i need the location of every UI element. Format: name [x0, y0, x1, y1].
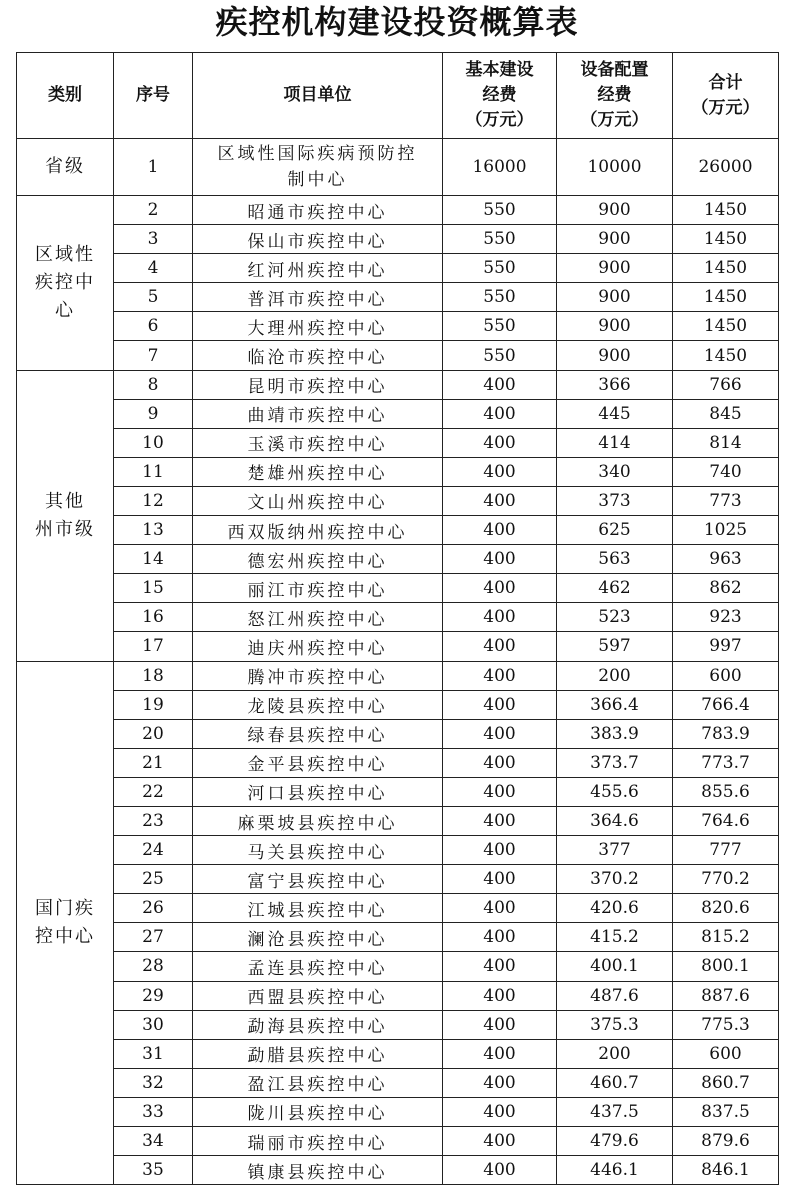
unit-cell: 西双版纳州疾控中心 [193, 516, 443, 545]
unit-cell: 澜沧县疾控中心 [193, 923, 443, 952]
construction-cell: 400 [443, 1068, 557, 1097]
unit-cell: 临沧市疾控中心 [193, 341, 443, 370]
total-cell: 879.6 [673, 1127, 779, 1156]
equipment-cell: 373.7 [557, 748, 673, 777]
construction-cell: 550 [443, 254, 557, 283]
table-row [17, 603, 779, 632]
equipment-cell: 364.6 [557, 806, 673, 835]
total-cell: 783.9 [673, 719, 779, 748]
table-row [17, 1127, 779, 1156]
table-row [17, 341, 779, 370]
unit-cell: 陇川县疾控中心 [193, 1097, 443, 1126]
total-cell: 766.4 [673, 690, 779, 719]
seq-cell: 32 [114, 1068, 193, 1097]
seq-cell: 13 [114, 516, 193, 545]
seq-cell: 26 [114, 894, 193, 923]
equipment-cell: 563 [557, 545, 673, 574]
equipment-cell: 340 [557, 457, 673, 486]
construction-cell: 400 [443, 1097, 557, 1126]
seq-cell: 3 [114, 225, 193, 254]
total-cell: 860.7 [673, 1068, 779, 1097]
total-cell: 887.6 [673, 981, 779, 1010]
seq-cell: 27 [114, 923, 193, 952]
table-row [17, 1156, 779, 1185]
unit-cell: 绿春县疾控中心 [193, 719, 443, 748]
construction-cell: 400 [443, 486, 557, 515]
table-body [17, 139, 779, 1185]
category-cell [17, 661, 114, 1185]
unit-cell: 区域性国际疾病预防控制中心 [193, 139, 443, 196]
table-row [17, 777, 779, 806]
total-cell: 814 [673, 428, 779, 457]
equipment-cell: 523 [557, 603, 673, 632]
total-cell: 1450 [673, 312, 779, 341]
total-cell: 963 [673, 545, 779, 574]
seq-cell: 23 [114, 806, 193, 835]
construction-cell: 400 [443, 806, 557, 835]
total-cell: 1025 [673, 516, 779, 545]
category-label-line: 国门疾 [35, 897, 95, 919]
table-row [17, 661, 779, 690]
table-row [17, 748, 779, 777]
construction-cell: 400 [443, 632, 557, 661]
seq-cell: 7 [114, 341, 193, 370]
table-row [17, 806, 779, 835]
header-row [17, 53, 779, 139]
construction-cell: 400 [443, 748, 557, 777]
table-row [17, 283, 779, 312]
table-row [17, 516, 779, 545]
unit-cell: 昆明市疾控中心 [193, 370, 443, 399]
construction-cell: 400 [443, 952, 557, 981]
seq-cell: 33 [114, 1097, 193, 1126]
seq-cell: 20 [114, 719, 193, 748]
construction-cell: 400 [443, 545, 557, 574]
total-cell: 1450 [673, 254, 779, 283]
table-row [17, 139, 779, 196]
unit-cell: 迪庆州疾控中心 [193, 632, 443, 661]
unit-cell: 孟连县疾控中心 [193, 952, 443, 981]
total-cell: 1450 [673, 196, 779, 225]
table-row [17, 632, 779, 661]
total-cell: 773.7 [673, 748, 779, 777]
unit-cell: 怒江州疾控中心 [193, 603, 443, 632]
seq-cell: 6 [114, 312, 193, 341]
category-label-line: 省级 [45, 156, 85, 177]
unit-cell: 河口县疾控中心 [193, 777, 443, 806]
category-label-line: 疾控中 [35, 271, 95, 293]
seq-cell: 15 [114, 574, 193, 603]
table-row [17, 865, 779, 894]
table-row [17, 923, 779, 952]
category-cell [17, 370, 114, 661]
table-row [17, 574, 779, 603]
table-row [17, 312, 779, 341]
equipment-cell: 900 [557, 196, 673, 225]
unit-cell: 镇康县疾控中心 [193, 1156, 443, 1185]
seq-cell: 22 [114, 777, 193, 806]
total-cell: 26000 [673, 139, 779, 196]
equipment-cell: 370.2 [557, 865, 673, 894]
construction-cell: 400 [443, 370, 557, 399]
construction-cell: 400 [443, 923, 557, 952]
construction-cell: 400 [443, 836, 557, 865]
unit-cell: 瑞丽市疾控中心 [193, 1127, 443, 1156]
total-cell: 1450 [673, 341, 779, 370]
equipment-cell: 10000 [557, 139, 673, 196]
table-row [17, 399, 779, 428]
construction-cell: 400 [443, 603, 557, 632]
unit-cell: 楚雄州疾控中心 [193, 457, 443, 486]
seq-cell: 9 [114, 399, 193, 428]
seq-cell: 29 [114, 981, 193, 1010]
construction-cell: 400 [443, 1039, 557, 1068]
category-label-line: 心 [55, 299, 75, 321]
equipment-cell: 900 [557, 283, 673, 312]
total-cell: 600 [673, 661, 779, 690]
construction-cell: 400 [443, 574, 557, 603]
construction-cell: 400 [443, 719, 557, 748]
total-cell: 800.1 [673, 952, 779, 981]
seq-cell: 4 [114, 254, 193, 283]
construction-cell: 550 [443, 196, 557, 225]
header-seq: 序号 [114, 53, 193, 139]
seq-cell: 14 [114, 545, 193, 574]
seq-cell: 34 [114, 1127, 193, 1156]
seq-cell: 31 [114, 1039, 193, 1068]
unit-cell: 保山市疾控中心 [193, 225, 443, 254]
table-row [17, 457, 779, 486]
construction-cell: 400 [443, 1010, 557, 1039]
seq-cell: 5 [114, 283, 193, 312]
table-row [17, 1068, 779, 1097]
total-cell: 845 [673, 399, 779, 428]
equipment-cell: 479.6 [557, 1127, 673, 1156]
equipment-cell: 414 [557, 428, 673, 457]
table-row [17, 719, 779, 748]
construction-cell: 400 [443, 690, 557, 719]
construction-cell: 400 [443, 894, 557, 923]
unit-cell: 金平县疾控中心 [193, 748, 443, 777]
table-row [17, 545, 779, 574]
total-cell: 766 [673, 370, 779, 399]
seq-cell: 21 [114, 748, 193, 777]
equipment-cell: 375.3 [557, 1010, 673, 1039]
seq-cell: 12 [114, 486, 193, 515]
unit-cell: 江城县疾控中心 [193, 894, 443, 923]
seq-cell: 18 [114, 661, 193, 690]
table-row [17, 1039, 779, 1068]
table-row [17, 836, 779, 865]
investment-table [16, 52, 779, 1185]
unit-cell: 昭通市疾控中心 [193, 196, 443, 225]
category-cell [17, 139, 114, 196]
construction-cell: 400 [443, 516, 557, 545]
equipment-cell: 377 [557, 836, 673, 865]
equipment-cell: 900 [557, 341, 673, 370]
equipment-cell: 373 [557, 486, 673, 515]
table-row [17, 690, 779, 719]
category-label-line: 其他 [45, 490, 85, 512]
equipment-cell: 383.9 [557, 719, 673, 748]
table-row [17, 894, 779, 923]
unit-cell: 腾冲市疾控中心 [193, 661, 443, 690]
table-row [17, 1097, 779, 1126]
total-cell: 764.6 [673, 806, 779, 835]
equipment-cell: 415.2 [557, 923, 673, 952]
category-label-line: 控中心 [35, 925, 95, 947]
equipment-cell: 366 [557, 370, 673, 399]
header-category: 类别 [17, 53, 114, 139]
unit-cell: 马关县疾控中心 [193, 836, 443, 865]
construction-cell: 550 [443, 341, 557, 370]
equipment-cell: 420.6 [557, 894, 673, 923]
equipment-cell: 200 [557, 1039, 673, 1068]
construction-cell: 400 [443, 428, 557, 457]
total-cell: 837.5 [673, 1097, 779, 1126]
construction-cell: 400 [443, 457, 557, 486]
table-row [17, 428, 779, 457]
total-cell: 862 [673, 574, 779, 603]
header-equipment: 设备配置 经费 （万元） [557, 53, 673, 139]
construction-cell: 400 [443, 1156, 557, 1185]
equipment-cell: 900 [557, 312, 673, 341]
construction-cell: 550 [443, 283, 557, 312]
total-cell: 997 [673, 632, 779, 661]
unit-cell: 丽江市疾控中心 [193, 574, 443, 603]
unit-cell: 勐海县疾控中心 [193, 1010, 443, 1039]
unit-cell: 龙陵县疾控中心 [193, 690, 443, 719]
construction-cell: 400 [443, 399, 557, 428]
table-row [17, 254, 779, 283]
construction-cell: 400 [443, 981, 557, 1010]
unit-cell: 盈江县疾控中心 [193, 1068, 443, 1097]
construction-cell: 400 [443, 661, 557, 690]
seq-cell: 17 [114, 632, 193, 661]
equipment-cell: 366.4 [557, 690, 673, 719]
table-row [17, 370, 779, 399]
unit-cell: 曲靖市疾控中心 [193, 399, 443, 428]
table-row [17, 196, 779, 225]
category-cell [17, 196, 114, 371]
unit-cell: 富宁县疾控中心 [193, 865, 443, 894]
equipment-cell: 597 [557, 632, 673, 661]
seq-cell: 1 [114, 139, 193, 196]
total-cell: 777 [673, 836, 779, 865]
header-construction: 基本建设 经费 （万元） [443, 53, 557, 139]
unit-cell: 普洱市疾控中心 [193, 283, 443, 312]
equipment-cell: 437.5 [557, 1097, 673, 1126]
unit-cell: 大理州疾控中心 [193, 312, 443, 341]
total-cell: 740 [673, 457, 779, 486]
seq-cell: 16 [114, 603, 193, 632]
seq-cell: 10 [114, 428, 193, 457]
seq-cell: 11 [114, 457, 193, 486]
table-row [17, 486, 779, 515]
equipment-cell: 487.6 [557, 981, 673, 1010]
equipment-cell: 462 [557, 574, 673, 603]
equipment-cell: 446.1 [557, 1156, 673, 1185]
unit-cell: 麻栗坡县疾控中心 [193, 806, 443, 835]
unit-cell: 德宏州疾控中心 [193, 545, 443, 574]
equipment-cell: 445 [557, 399, 673, 428]
total-cell: 1450 [673, 225, 779, 254]
construction-cell: 550 [443, 225, 557, 254]
construction-cell: 400 [443, 1127, 557, 1156]
header-unit: 项目单位 [193, 53, 443, 139]
category-label-line: 区域性 [35, 243, 95, 265]
seq-cell: 30 [114, 1010, 193, 1039]
seq-cell: 19 [114, 690, 193, 719]
equipment-cell: 455.6 [557, 777, 673, 806]
seq-cell: 35 [114, 1156, 193, 1185]
seq-cell: 2 [114, 196, 193, 225]
construction-cell: 16000 [443, 139, 557, 196]
table-row [17, 225, 779, 254]
construction-cell: 550 [443, 312, 557, 341]
category-label-line: 州市级 [35, 518, 95, 540]
table-row [17, 1010, 779, 1039]
equipment-cell: 900 [557, 254, 673, 283]
equipment-cell: 200 [557, 661, 673, 690]
seq-cell: 28 [114, 952, 193, 981]
page-title: 疾控机构建设投资概算表 [215, 3, 579, 41]
equipment-cell: 900 [557, 225, 673, 254]
seq-cell: 25 [114, 865, 193, 894]
unit-cell: 玉溪市疾控中心 [193, 428, 443, 457]
construction-cell: 400 [443, 777, 557, 806]
total-cell: 1450 [673, 283, 779, 312]
total-cell: 855.6 [673, 777, 779, 806]
total-cell: 600 [673, 1039, 779, 1068]
unit-cell: 文山州疾控中心 [193, 486, 443, 515]
total-cell: 770.2 [673, 865, 779, 894]
unit-cell: 红河州疾控中心 [193, 254, 443, 283]
total-cell: 923 [673, 603, 779, 632]
equipment-cell: 400.1 [557, 952, 673, 981]
header-total: 合计 （万元） [673, 53, 779, 139]
total-cell: 773 [673, 486, 779, 515]
total-cell: 775.3 [673, 1010, 779, 1039]
total-cell: 846.1 [673, 1156, 779, 1185]
seq-cell: 24 [114, 836, 193, 865]
unit-cell: 西盟县疾控中心 [193, 981, 443, 1010]
table-row [17, 981, 779, 1010]
construction-cell: 400 [443, 865, 557, 894]
equipment-cell: 625 [557, 516, 673, 545]
unit-cell: 勐腊县疾控中心 [193, 1039, 443, 1068]
seq-cell: 8 [114, 370, 193, 399]
total-cell: 820.6 [673, 894, 779, 923]
table-row [17, 952, 779, 981]
total-cell: 815.2 [673, 923, 779, 952]
equipment-cell: 460.7 [557, 1068, 673, 1097]
